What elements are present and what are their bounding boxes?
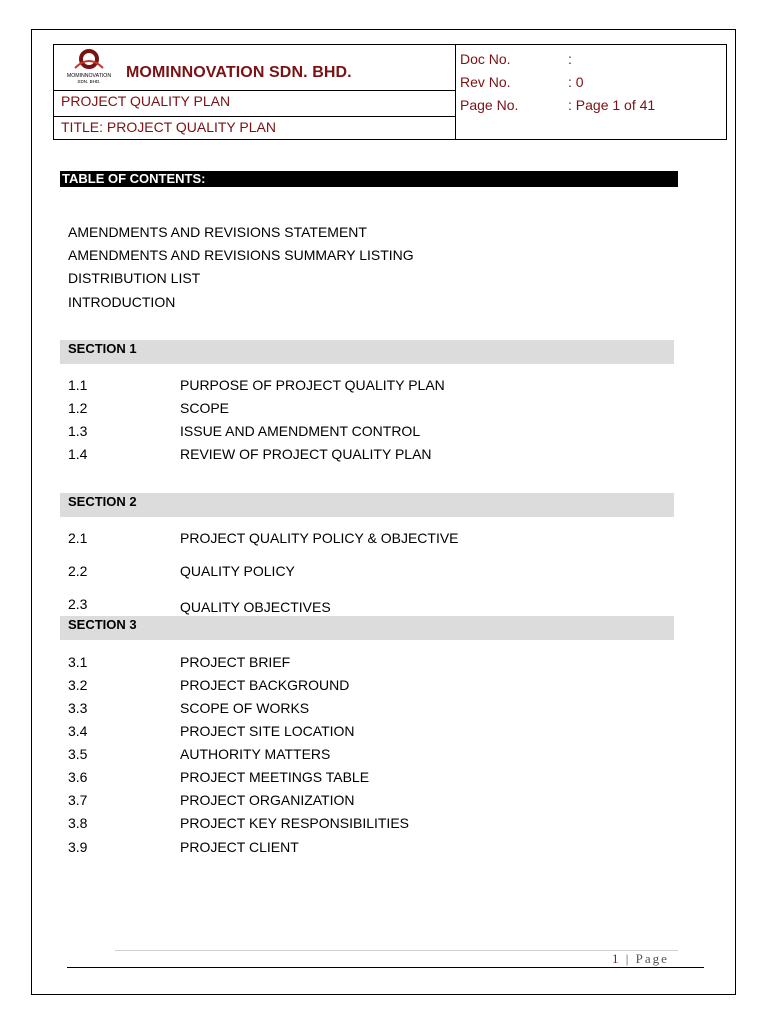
header-left: [54, 45, 456, 139]
plan-label: PROJECT QUALITY PLAN: [54, 91, 455, 117]
page-no-value: : Page 1 of 41: [568, 97, 656, 113]
toc-item-title[interactable]: PROJECT BACKGROUND: [180, 677, 350, 693]
toc-item-title[interactable]: SCOPE: [180, 400, 230, 416]
toc-intro-item[interactable]: AMENDMENTS AND REVISIONS SUMMARY LISTING: [68, 247, 414, 263]
footer-divider: [67, 967, 704, 968]
footer-page-word: Page: [635, 951, 669, 966]
toc-item-number: 3.1: [68, 654, 88, 670]
toc-item-number: 3.6: [68, 769, 88, 785]
rev-no-value: : 0: [568, 74, 584, 90]
toc-item-number: 1.4: [68, 446, 88, 462]
toc-item-title[interactable]: PROJECT ORGANIZATION: [180, 792, 355, 808]
toc-item-number: 3.2: [68, 677, 88, 693]
footer-divider-light: [115, 950, 678, 951]
toc-item-title[interactable]: PROJECT KEY RESPONSIBILITIES: [180, 815, 409, 831]
toc-item-title[interactable]: PROJECT CLIENT: [180, 839, 299, 855]
toc-item-number: 3.5: [68, 746, 88, 762]
toc-item-title[interactable]: PROJECT SITE LOCATION: [180, 723, 355, 739]
document-header: [53, 44, 727, 140]
toc-item-title[interactable]: ISSUE AND AMENDMENT CONTROL: [180, 423, 421, 439]
footer-separator: |: [625, 951, 631, 966]
page-no-label: Page No.: [460, 97, 519, 113]
company-logo: [66, 48, 112, 86]
toc-item-title[interactable]: PURPOSE OF PROJECT QUALITY PLAN: [180, 377, 445, 393]
header-meta: [456, 45, 726, 139]
toc-intro-item[interactable]: DISTRIBUTION LIST: [68, 270, 201, 286]
toc-item-title[interactable]: AUTHORITY MATTERS: [180, 746, 331, 762]
toc-item-number: 3.3: [68, 700, 88, 716]
svg-text:SDN. BHD.: SDN. BHD.: [77, 79, 101, 84]
toc-item-number: 1.2: [68, 400, 88, 416]
toc-item-title[interactable]: PROJECT QUALITY POLICY & OBJECTIVE: [180, 530, 459, 546]
toc-item-number: 1.3: [68, 423, 88, 439]
toc-item-title[interactable]: REVIEW OF PROJECT QUALITY PLAN: [180, 446, 432, 462]
rev-no-label: Rev No.: [460, 74, 511, 90]
toc-item-number: 3.4: [68, 723, 88, 739]
section-3-heading: SECTION 3: [60, 616, 674, 640]
toc-item-title[interactable]: PROJECT MEETINGS TABLE: [180, 769, 370, 785]
toc-item-title[interactable]: QUALITY OBJECTIVES: [180, 599, 331, 615]
toc-item-number: 3.7: [68, 792, 88, 808]
toc-item-number: 2.1: [68, 530, 88, 546]
company-name: MOMINNOVATION SDN. BHD.: [126, 64, 352, 81]
toc-item-number: 2.2: [68, 563, 88, 579]
toc-heading: TABLE OF CONTENTS:: [60, 171, 678, 187]
footer-page-label: [612, 951, 669, 967]
section-1-heading: SECTION 1: [60, 340, 674, 364]
toc-intro-item[interactable]: AMENDMENTS AND REVISIONS STATEMENT: [68, 224, 367, 240]
toc-item-title[interactable]: QUALITY POLICY: [180, 563, 295, 579]
doc-no-value: :: [568, 51, 572, 67]
toc-item-title[interactable]: SCOPE OF WORKS: [180, 700, 310, 716]
footer-page-number: 1: [612, 951, 621, 966]
company-row: [54, 45, 455, 91]
toc-item-number: 2.3: [68, 596, 88, 612]
doc-no-label: Doc No.: [460, 51, 511, 67]
toc-item-title[interactable]: PROJECT BRIEF: [180, 654, 291, 670]
section-2-heading: SECTION 2: [60, 493, 674, 517]
toc-intro-item[interactable]: INTRODUCTION: [68, 294, 176, 310]
toc-item-number: 3.8: [68, 815, 88, 831]
svg-text:MOMINNOVATION: MOMINNOVATION: [66, 73, 112, 79]
toc-item-number: 3.9: [68, 839, 88, 855]
toc-item-number: 1.1: [68, 377, 88, 393]
document-title: TITLE: PROJECT QUALITY PLAN: [61, 119, 276, 135]
